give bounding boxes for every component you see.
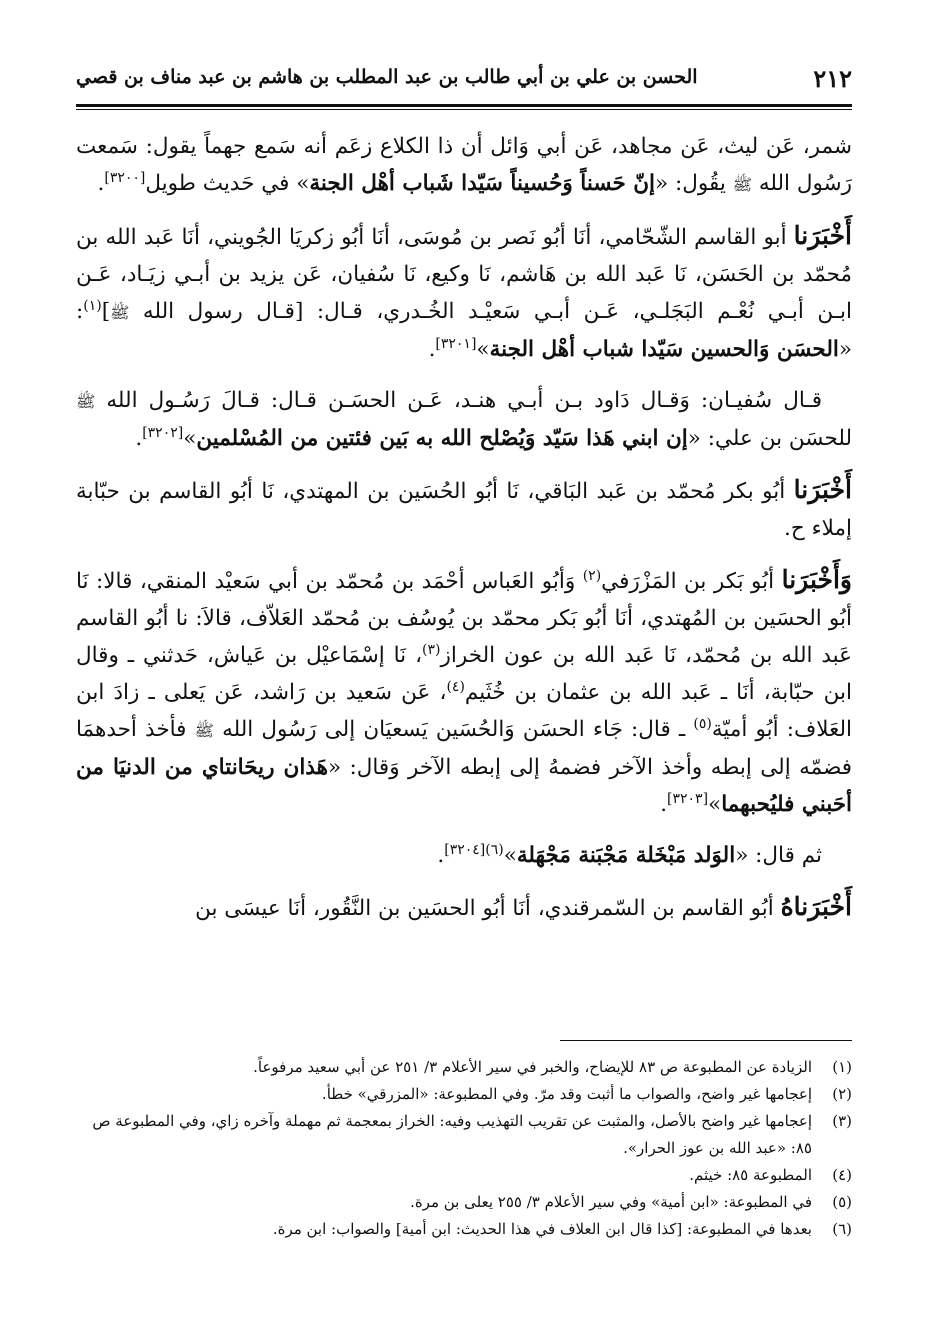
footnote-ref: (٤) [446, 678, 465, 695]
paragraph [76, 888, 852, 927]
text-run: للحسَن بن علي: « [687, 426, 852, 451]
text-run: . [97, 171, 105, 196]
text-run: يقُول: « [655, 171, 733, 196]
page-header [76, 52, 852, 110]
footnote-text: المطبوعة ٨٥: خيثم. [689, 1166, 812, 1184]
footnote-number: (٦) [832, 1220, 852, 1238]
footnote-divider [560, 1040, 852, 1041]
chain-opening: أَخْبَرَنا [793, 221, 852, 250]
text-run: شمر، عَن ليث، عَن مجاهد، عَن أبي وَائل أن ذا الكلاع زعَم أنه سَمع جهماً يقول: سَمعت رَسُول الله [76, 134, 852, 196]
text-run: » في حَديث طويل [145, 171, 310, 196]
chain-opening: أَخْبَرَناهُ [780, 892, 852, 921]
footnote [76, 1162, 852, 1189]
footnote-number: (٥) [832, 1193, 852, 1211]
page-number: ٢١٢ [813, 64, 852, 93]
header-rule-thick [76, 104, 852, 107]
paragraph [76, 382, 852, 457]
salawat-glyph: ﷺ [194, 721, 214, 740]
text-run: . [437, 843, 445, 868]
text-run: ، نَا إسْمَاعيْل بن عَياش، حَدثني ـ وقال ابن حبّابة، أنَا ـ عَبد الله بن عثمان بن خُثَيم [76, 643, 852, 705]
header-rule-thin [76, 109, 852, 110]
text-run: » [708, 792, 722, 817]
footnote-text: إعجامها غير واضح، والصواب ما أثبت وقد مرّ. وفي المطبوعة: «المزرقي» خطأ. [321, 1085, 812, 1103]
footnote-number: (١) [832, 1058, 852, 1076]
hadith-quote: الوَلد مَبْخَلة مَجْبَنة مَجْهَلة [516, 843, 736, 868]
footnote-ref: (٦) [485, 841, 504, 858]
footnote-text: إعجامها غير واضح بالأصل، والمثبت عن تقريب التهذيب وفيه: الخراز بمعجمة ثم مهملة وآخره زاي، وفي المطبوعة ص ٨٥: «عبد الله بن عوز الحرار». [92, 1112, 812, 1157]
text-run: » [183, 426, 197, 451]
text-run: أبُو بَكر بن المَزْرَفي [601, 569, 782, 594]
hadith-number: [٣٢٠٢] [142, 424, 184, 441]
hadith-quote: هَذان ريحَانتاي من الدنيَا من أحَبني فليُحبهما [76, 755, 852, 817]
footnote [76, 1216, 852, 1243]
footnote-ref: (٥) [693, 715, 712, 732]
footnotes [76, 1054, 852, 1243]
hadith-number: [٣٢٠٤] [444, 841, 486, 858]
hadith-quote: إن ابني هَذا سَيّد وَيُصْلح الله به بَين فئتين من المُسْلمين [196, 426, 688, 451]
footnote [76, 1081, 852, 1108]
footnote-ref: (٣) [422, 641, 441, 658]
text-run: ، عَن سَعيد بن رَاشد، عَن يَعلى ـ زادَ ابن العَلاف: أبُو أميّة [76, 680, 852, 742]
running-head: الحسن بن علي بن أبي طالب بن عبد المطلب بن هاشم بن عبد مناف بن قصي [76, 66, 698, 88]
salawat-glyph: ﷺ [732, 175, 753, 194]
footnote [76, 1054, 852, 1081]
salawat-glyph: ﷺ [110, 303, 130, 322]
footnote-number: (٣) [832, 1112, 852, 1130]
hadith-quote: إنّ حَسناً وَحُسيناً سَيّدا شَباب أهْل الجنة [309, 171, 656, 196]
footnote-text: بعدها في المطبوعة: [كذا قال ابن العلاف في هذا الحديث: ابن أمية] والصواب: ابن مرة. [272, 1220, 812, 1238]
hadith-quote: الحسَن وَالحسين سَيّدا شباب أهْل الجنة [489, 337, 839, 362]
paragraph [76, 561, 852, 823]
footnote-text: الزيادة عن المطبوعة ص ٨٣ للإيضاح، والخبر في سير الأعلام ٣/ ٢٥١ عن أبي سعيد مرفوعاً. [253, 1058, 812, 1076]
text-run: . [660, 792, 668, 817]
text-run: » [476, 337, 490, 362]
text-run: . [428, 337, 436, 362]
hadith-number: [٣٢٠١] [435, 335, 477, 352]
hadith-number: [٣٢٠٣] [667, 790, 709, 807]
text-run: : « [76, 299, 852, 362]
text-run: أبُو القاسم بن السّمرقندي، أنَا أبُو الحسَين بن النَّقُور، أنَا عيسَى بن [195, 896, 781, 921]
text-run: » [503, 843, 517, 868]
text-run: ] [101, 299, 111, 324]
footnote-number: (٤) [832, 1166, 852, 1184]
salawat-glyph: ﷺ [76, 392, 96, 411]
chain-opening: أَخْبَرَنا [793, 475, 852, 504]
hadith-number: [٣٢٠٠] [104, 169, 146, 186]
footnote-ref: (١) [83, 297, 102, 314]
footnote [76, 1108, 852, 1162]
footnote-text: في المطبوعة: «ابن أمية» وفي سير الأعلام ٣/ ٢٥٥ يعلى بن مرة. [410, 1193, 812, 1211]
main-text [76, 128, 852, 941]
paragraph [76, 128, 852, 203]
footnote-ref: (٢) [582, 567, 602, 584]
paragraph [76, 217, 852, 368]
text-run: وَأبُو العَباس أحْمَد بن مُحمّد بن أبي سَعيْد المنقي، قالا: نَا أبُو الحسَين بن المُهتدي، أنَا أبُو بَكر محمّد بن يُوسُف بن مُحمّد العَلاّف، قالاَ: نا أبُو القاسم عَبد الله بن مُحمّد، نَا عَبد الله بن عون الخراز [76, 569, 852, 668]
text-run: فأخذ أحدهمَا فضمّه إلى إبطه وأخذ الآخر فضمهُ إلى إبطه الآخر وَقال: « [76, 717, 852, 780]
footnote [76, 1189, 852, 1216]
footnote-number: (٢) [832, 1085, 852, 1103]
text-run: قـال سُفيـان: وَقـال دَاود بـن أبـي هنـد، عَـن الحسَـن قـال: قـالَ رَسُـول الله [95, 388, 822, 413]
text-run: ـ قال: جَاء الحسَن وَالحُسَين يَسعيَان إلى رَسُول الله [213, 717, 694, 742]
chain-opening: وَأَخْبَرَنا [781, 565, 852, 594]
text-run: . [135, 426, 143, 451]
text-run: ثم قال: « [735, 843, 822, 868]
paragraph [76, 471, 852, 547]
text-run: أبُو بكر مُحمّد بن عَبد البَاقي، نَا أبُو الحُسَين بن المهتدي، نَا أبُو القاسم بن حبّابة إملاء ح. [76, 479, 852, 541]
text-run: أبو القاسم الشّحّامي، أنَا أبُو نَصر بن مُوسَى، أنَا أبُو زكريَا الجُويني، أنَا عَبد الله بن مُحمّد بن الحَسَن، نَا عَبد الله بن هَاشم، نَا وكيع، نَا سُفيان، عَن يزيد بن أبـي زيَـاد، عَـن ابـن أبـي نُعْـم البَجَلـي، عَـن أبـي سَعيْـد الخُـدري، قـال: [قـال رسول الله [76, 225, 852, 324]
paragraph [76, 837, 852, 874]
